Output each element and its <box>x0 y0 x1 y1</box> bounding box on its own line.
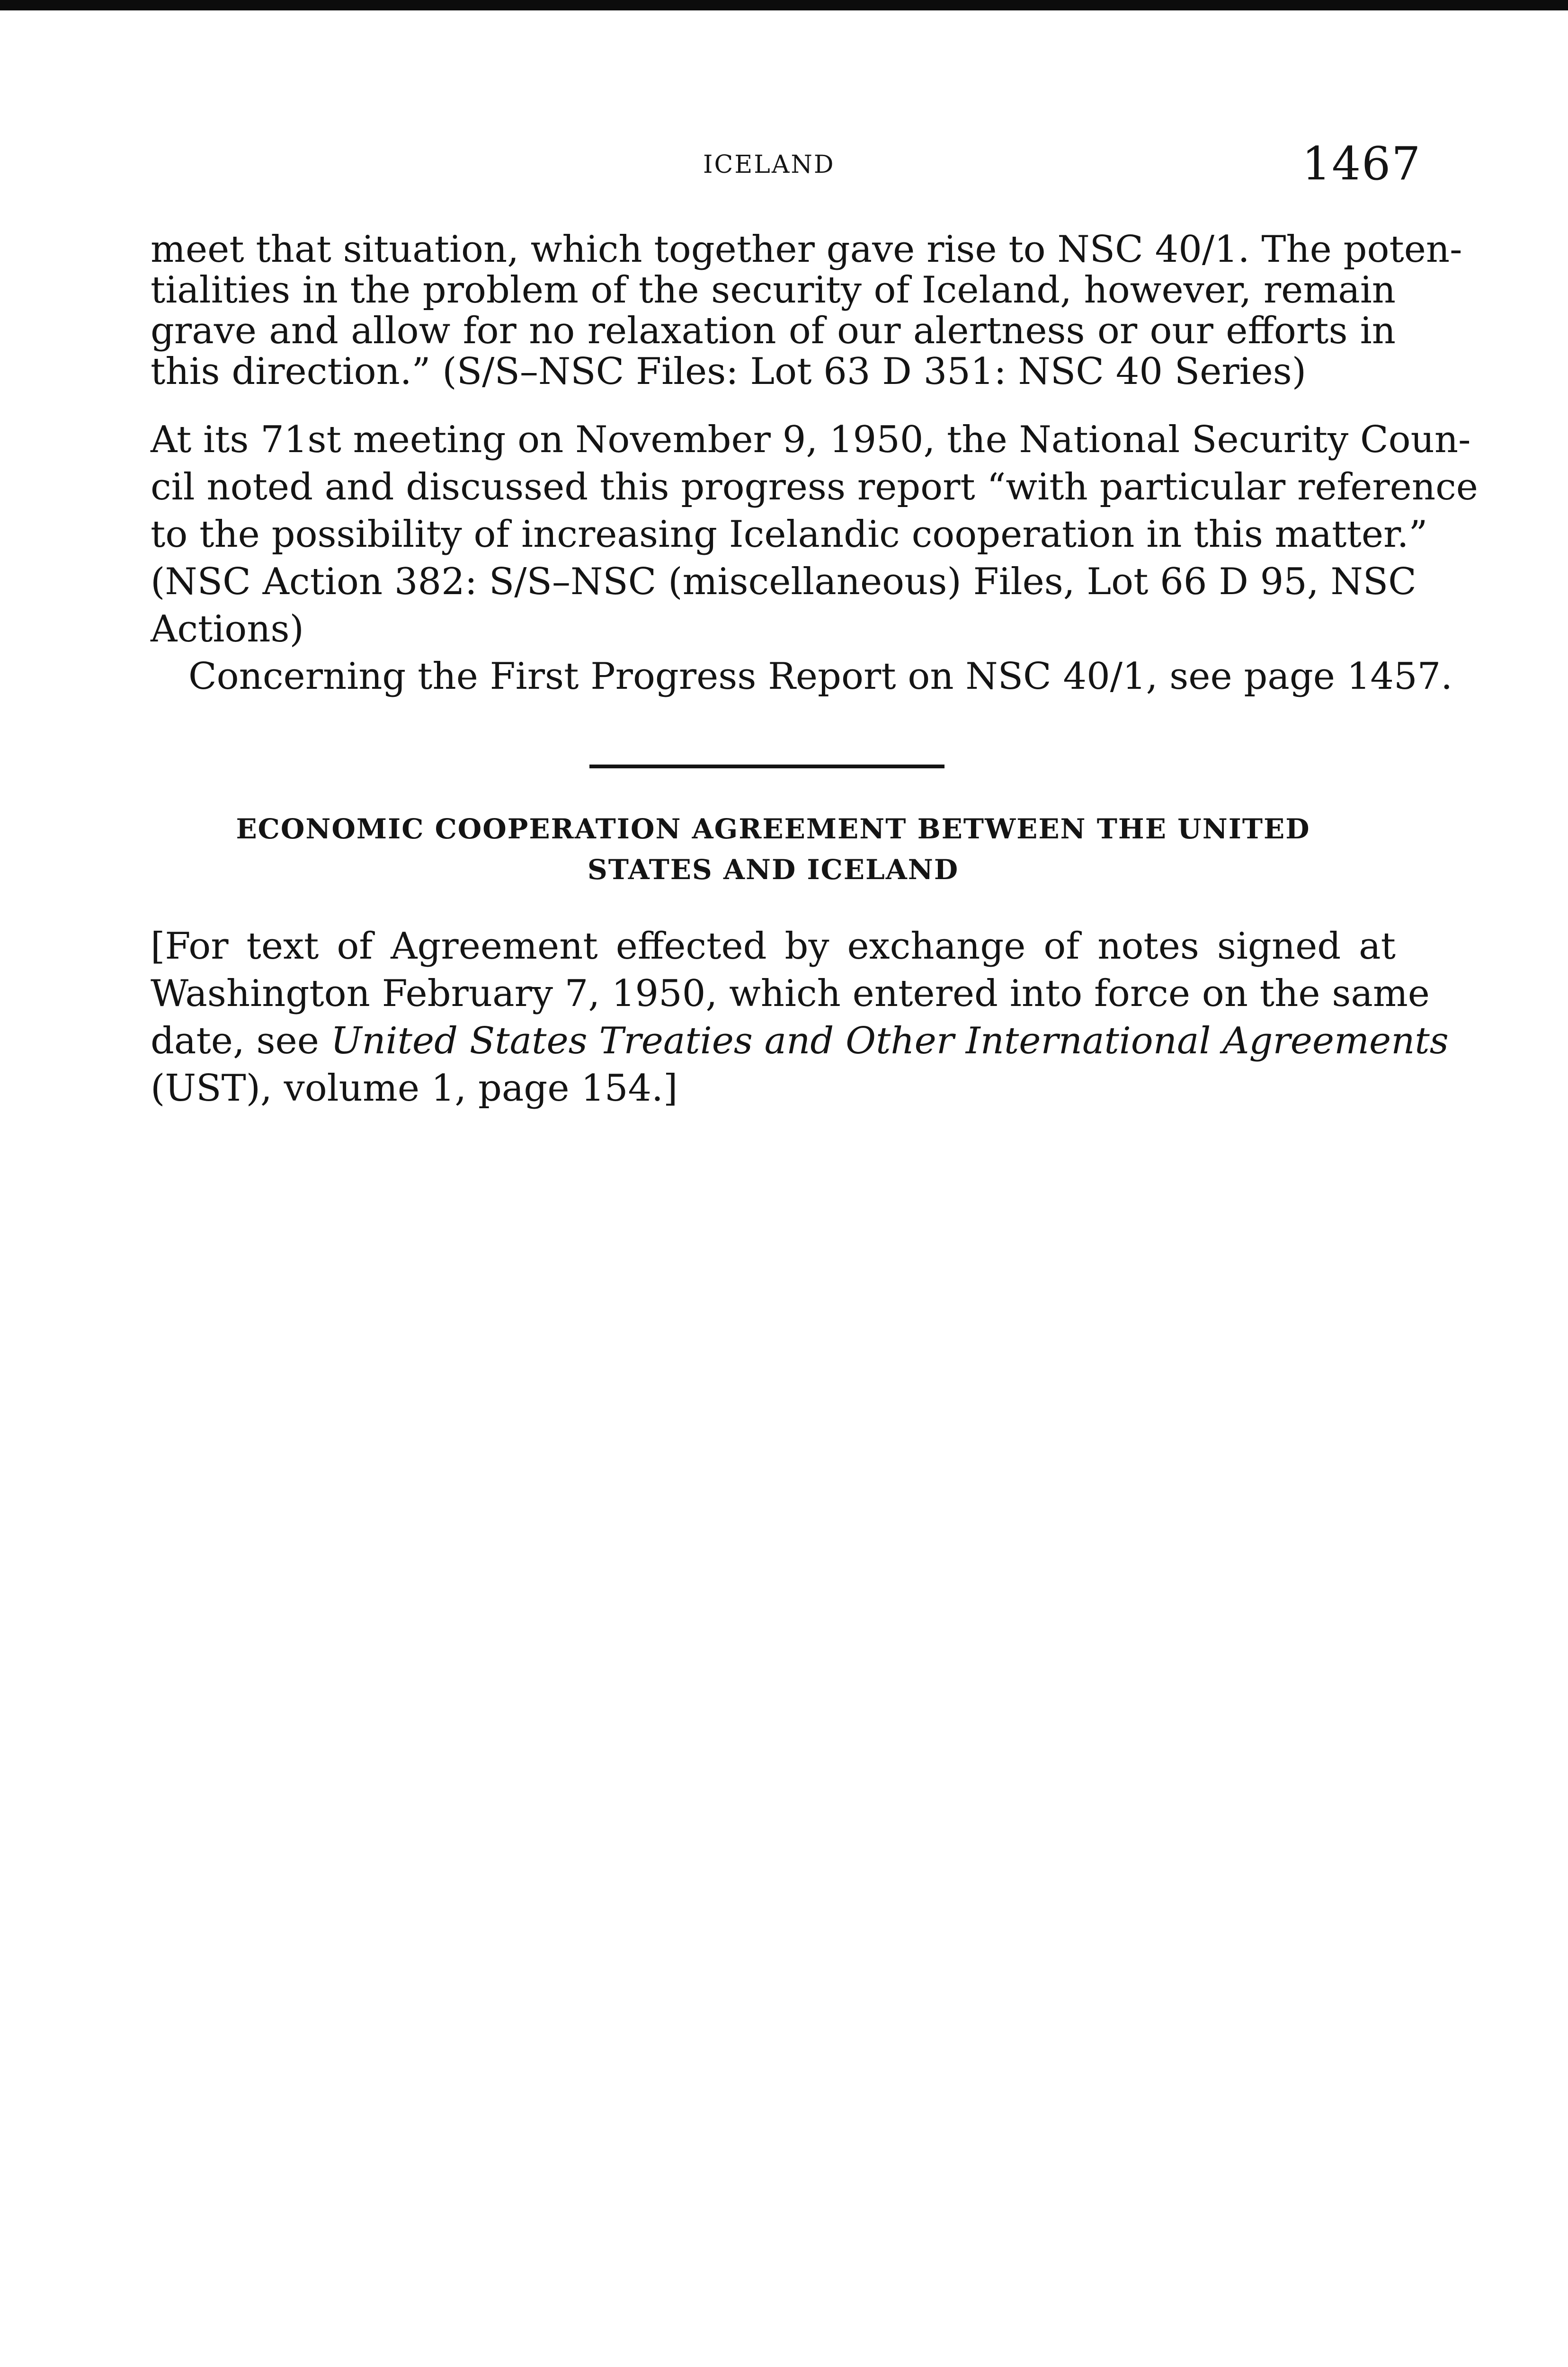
text-line <box>151 1020 1449 1070</box>
text-line: Washington February 7, 1950, which entered into force on the same <box>151 972 1430 1015</box>
running-head: ICELAND <box>703 151 835 179</box>
text-fragment: date, see <box>151 1020 331 1062</box>
text-line: to the possibility of increasing Icelandic cooperation in this matter.” <box>151 513 1428 556</box>
meeting-paragraph <box>151 418 1478 705</box>
text-line: meet that situation, which together gave rise to NSC 40/1. The poten- <box>151 228 1462 271</box>
text-line: cil noted and discussed this progress report “with particular reference <box>151 466 1478 508</box>
text-line: At its 71st meeting on November 9, 1950, the National Security Coun- <box>151 418 1471 461</box>
see-also-note: Concerning the First Progress Report on NSC 40/1, see page 1457. <box>188 655 1453 698</box>
section-heading-line: ECONOMIC COOPERATION AGREEMENT BETWEEN THE UNITED <box>236 813 1310 845</box>
text-line: (NSC Action 382: S/S–NSC (miscellaneous) Files, Lot 66 D 95, NSC <box>151 561 1417 603</box>
text-line: grave and allow for no relaxation of our alertness or our efforts in <box>151 310 1396 352</box>
top-border-rule <box>0 0 1568 10</box>
text-line: this direction.” (S/S–NSC Files: Lot 63 D 351: NSC 40 Series) <box>151 350 1307 393</box>
agreement-paragraph <box>151 925 1449 1117</box>
treaty-series-title: United States Treaties and Other International Agreements <box>330 1020 1449 1062</box>
text-line: Actions) <box>151 608 304 650</box>
quote-paragraph <box>151 228 1462 394</box>
section-heading-line: STATES AND ICELAND <box>587 854 959 886</box>
text-line: (UST), volume 1, page 154.] <box>151 1067 678 1110</box>
section-divider <box>589 765 944 768</box>
text-line: [For text of Agreement effected by exchange of notes signed at <box>151 925 1396 968</box>
section-heading <box>151 815 1396 897</box>
text-line: tialities in the problem of the security of Iceland, however, remain <box>151 269 1396 311</box>
page-number: 1467 <box>1302 137 1422 190</box>
